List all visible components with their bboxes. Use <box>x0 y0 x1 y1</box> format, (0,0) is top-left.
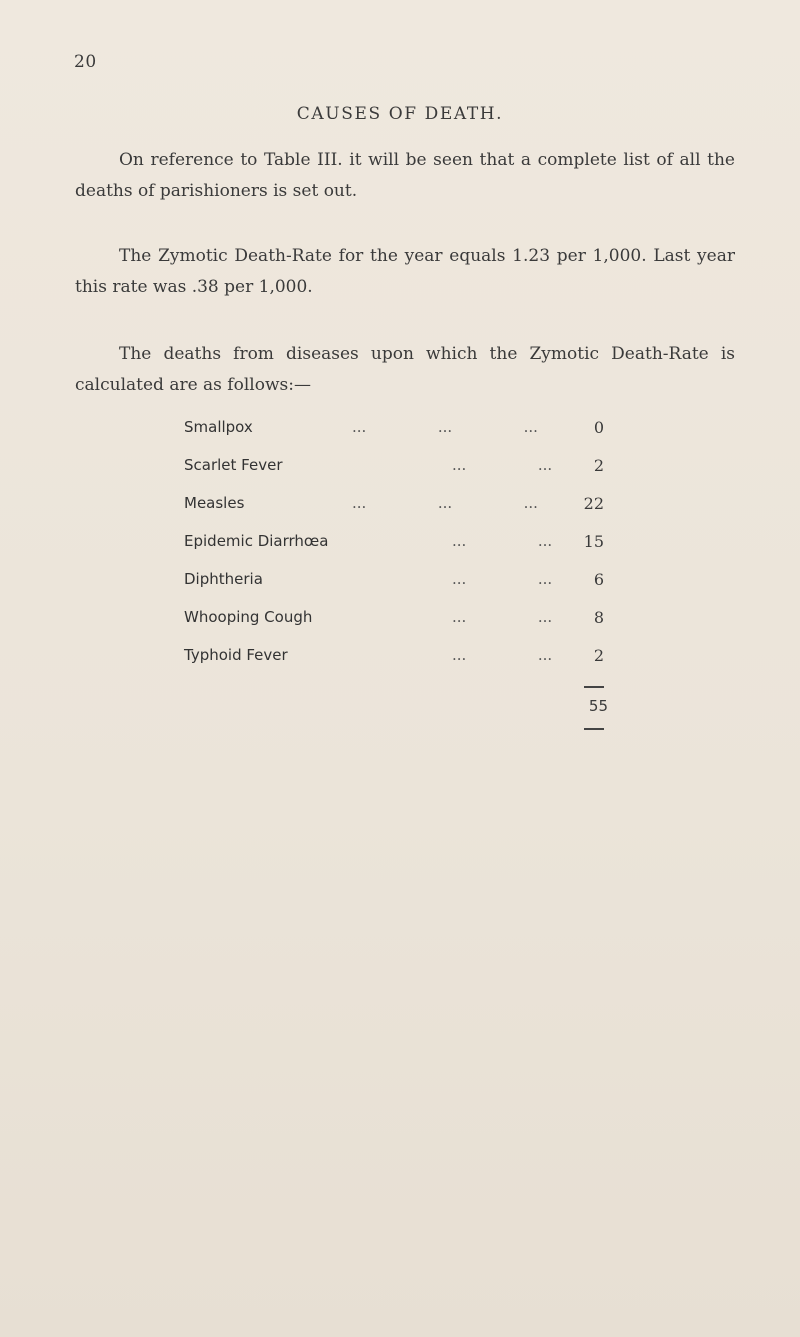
total-rule-top <box>584 686 604 688</box>
total-rule-bottom <box>584 728 604 730</box>
paragraph-text: The Zymotic Death-Rate for the year equals 1.23 per 1,000. Last year this rate was .38 per 1,000. <box>75 246 735 297</box>
table-row <box>184 570 604 608</box>
disease-name: Measles <box>184 494 245 512</box>
table-row <box>184 608 604 646</box>
leader-dots: ... ... <box>452 646 553 664</box>
table-row <box>184 418 604 456</box>
disease-name: Typhoid Fever <box>184 646 288 664</box>
death-count: 15 <box>583 532 604 551</box>
disease-name: Scarlet Fever <box>184 456 283 474</box>
death-count: 22 <box>583 494 604 513</box>
death-count: 8 <box>593 608 604 627</box>
death-count: 6 <box>593 570 604 589</box>
death-count: 0 <box>593 418 604 437</box>
table-row <box>184 646 604 684</box>
table-row <box>184 494 604 532</box>
leader-dots: ... ... <box>452 456 553 474</box>
disease-name: Epidemic Diarrhœa <box>184 532 329 550</box>
paragraph-text: The deaths from diseases upon which the Zymotic Death-Rate is calculated are as follows:— <box>75 344 735 395</box>
table-row <box>184 456 604 494</box>
paragraph-text: On reference to Table III. it will be seen that a complete list of all the deaths of parishioners is set out. <box>75 150 735 201</box>
disease-deaths-table <box>184 418 604 684</box>
leader-dots: ... ... <box>452 532 553 550</box>
paragraph-table-reference <box>75 145 735 207</box>
total-count: 55 <box>588 697 608 715</box>
leader-dots: ... ... ... <box>352 494 538 512</box>
section-heading: CAUSES OF DEATH. <box>296 104 504 124</box>
table-row <box>184 532 604 570</box>
leader-dots: ... ... <box>452 570 553 588</box>
disease-name: Whooping Cough <box>184 608 313 626</box>
death-count: 2 <box>593 456 604 475</box>
paragraph-diseases-intro <box>75 339 735 401</box>
leader-dots: ... ... <box>452 608 553 626</box>
death-count: 2 <box>593 646 604 665</box>
page-number: 20 <box>74 52 97 72</box>
leader-dots: ... ... ... <box>352 418 538 436</box>
disease-name: Smallpox <box>184 418 253 436</box>
paragraph-death-rate <box>75 241 735 303</box>
disease-name: Diphtheria <box>184 570 263 588</box>
